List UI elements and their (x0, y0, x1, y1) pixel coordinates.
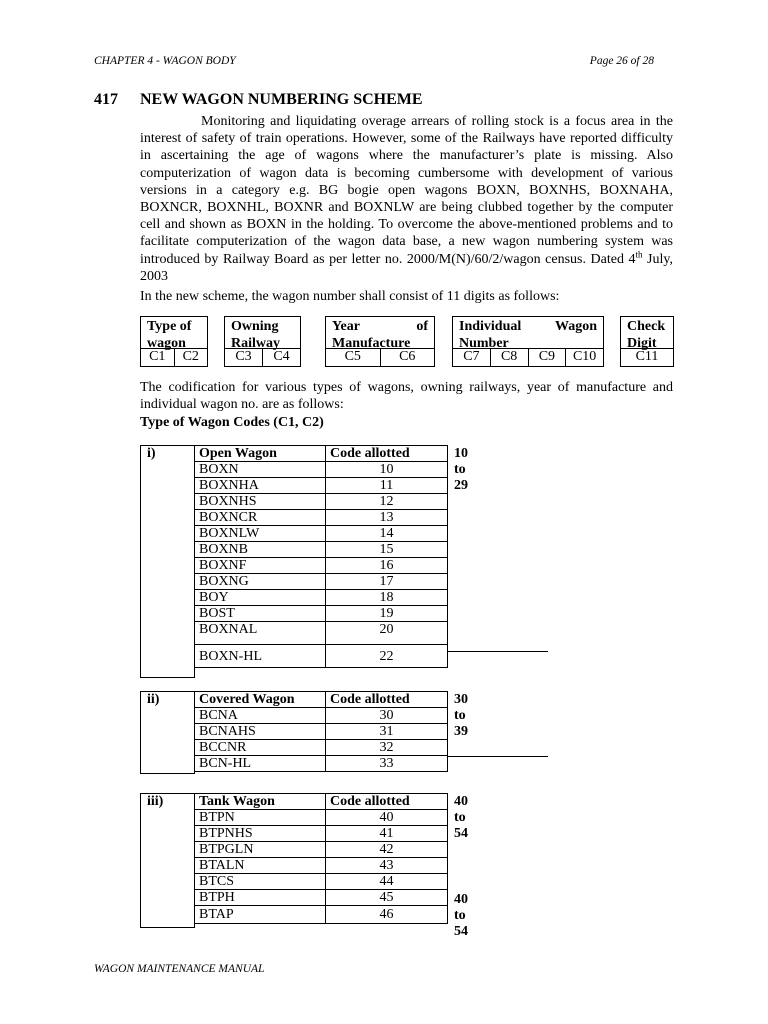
table-row (195, 558, 448, 574)
intro-text: Monitoring and liquidating overage arrears of rolling stock is a focus area in the interest of safety of train operations. However, some of the Railways have reported difficulty in ascertaining the age of wagons where the manufacturer’s plate is missing. Also computerization of wagon data is becoming cumbersome with development of various versions in a category e.g. BG bogie open wagons BOXN, BOXNHS, BOXNAHA, BOXNCR, BOXNHL, BOXNR and BOXNLW are being clubbed together by the computer cell and shown as BOXN in the holding. To overcome the above-mentioned problems and to facilitate computerization of the wagon data base, a new wagon numbering system was introduced by Railway Board as per letter no. 2000/M(N)/60/2/wagon census. Dated 4 (140, 114, 673, 267)
wagon-name: BOXNG (195, 574, 326, 590)
code-range: 40 to 54 (454, 794, 468, 841)
wagon-code: 10 (326, 462, 448, 478)
table-row (195, 724, 448, 740)
table-row (195, 826, 448, 842)
wagon-name: BOXNHS (195, 494, 326, 510)
digit-box-label: Railway (231, 336, 280, 351)
wagon-name: BOY (195, 590, 326, 606)
code-header: Code allotted (326, 794, 448, 810)
wagon-code: 19 (326, 606, 448, 622)
intro-superscript: th (635, 248, 643, 259)
wagon-code: 17 (326, 574, 448, 590)
digit-box-label: of (416, 319, 428, 334)
wagon-name: BCNA (195, 708, 326, 724)
wagon-code: 15 (326, 542, 448, 558)
running-header-chapter: CHAPTER 4 - WAGON BODY (94, 55, 236, 67)
digit-box-label: Manufacture (332, 336, 411, 351)
wagon-code: 13 (326, 510, 448, 526)
group-number: i) (140, 445, 195, 678)
table-row (195, 590, 448, 606)
wagon-name: BTPNHS (195, 826, 326, 842)
wagon-code: 40 (326, 810, 448, 826)
divider (448, 756, 548, 757)
wagon-name: BOXN-HL (195, 645, 326, 668)
intro-paragraph (140, 113, 673, 285)
table-row (195, 494, 448, 510)
wagon-name: BOXNB (195, 542, 326, 558)
wagon-code: 33 (326, 756, 448, 772)
running-footer: WAGON MAINTENANCE MANUAL (94, 963, 265, 975)
digit-code: C10 (565, 349, 603, 366)
section-number: 417 (94, 91, 118, 108)
digit-box-individual-wagon-number (452, 316, 604, 367)
table-row (195, 462, 448, 478)
code-range: 30 to 39 (454, 692, 468, 739)
digit-box-label: Check (627, 319, 666, 334)
table-row (195, 810, 448, 826)
code-range: 10 to 29 (454, 446, 468, 493)
scheme-text: In the new scheme, the wagon number shall consist of 11 digits as follows: (140, 289, 560, 304)
digit-code: C8 (490, 349, 528, 366)
table-row (195, 645, 448, 668)
wagon-code: 22 (326, 645, 448, 668)
table-row (195, 906, 448, 924)
covered-wagon-table (194, 691, 448, 772)
wagon-code: 42 (326, 842, 448, 858)
code-header: Code allotted (326, 692, 448, 708)
digit-box-year-of-manufacture (325, 316, 435, 367)
table-row (195, 478, 448, 494)
divider (448, 651, 548, 652)
wagon-code: 11 (326, 478, 448, 494)
type-codes-heading: Type of Wagon Codes (C1, C2) (140, 415, 324, 430)
digit-box-label: Year (332, 319, 360, 334)
section-heading (94, 91, 423, 109)
table-row (195, 542, 448, 558)
wagon-code: 14 (326, 526, 448, 542)
wagon-type-header: Open Wagon (195, 446, 326, 462)
wagon-name: BCCNR (195, 740, 326, 756)
wagon-code: 32 (326, 740, 448, 756)
table-row (195, 526, 448, 542)
wagon-code: 44 (326, 874, 448, 890)
wagon-code: 18 (326, 590, 448, 606)
digit-code: C9 (528, 349, 566, 366)
table-row (195, 890, 448, 906)
wagon-code: 43 (326, 858, 448, 874)
wagon-code: 31 (326, 724, 448, 740)
wagon-name: BTPH (195, 890, 326, 906)
wagon-code: 30 (326, 708, 448, 724)
wagon-code: 12 (326, 494, 448, 510)
codification-paragraph (140, 379, 673, 413)
wagon-code: 46 (326, 906, 448, 924)
group-number: ii) (140, 691, 195, 774)
codification-text: The codification for various types of wagons, owning railways, year of manufacture and individual wagon no. are as follows: (140, 380, 673, 413)
open-wagon-table (194, 445, 448, 668)
wagon-name: BTCS (195, 874, 326, 890)
wagon-name: BOXNHA (195, 478, 326, 494)
table-row (195, 874, 448, 890)
wagon-type-header: Tank Wagon (195, 794, 326, 810)
wagon-name: BOXNAL (195, 622, 326, 645)
wagon-name: BOXNF (195, 558, 326, 574)
wagon-name: BTAP (195, 906, 326, 924)
digit-box-check-digit (620, 316, 674, 367)
digit-code: C3 (235, 349, 252, 364)
table-row (195, 574, 448, 590)
table-header-row (195, 446, 448, 462)
digit-box-label: Number (459, 336, 509, 351)
table-row (195, 510, 448, 526)
wagon-code: 41 (326, 826, 448, 842)
wagon-name: BCN-HL (195, 756, 326, 772)
table-header-row (195, 692, 448, 708)
wagon-name: BOST (195, 606, 326, 622)
digit-code: C2 (174, 349, 208, 366)
intro-text-end: July, 2003 (140, 251, 673, 284)
table-row (195, 740, 448, 756)
wagon-type-header: Covered Wagon (195, 692, 326, 708)
code-header: Code allotted (326, 446, 448, 462)
digit-code: C11 (635, 349, 659, 364)
digit-code: C1 (149, 349, 166, 364)
digit-code: C7 (463, 349, 480, 364)
table-row (195, 842, 448, 858)
wagon-name: BCNAHS (195, 724, 326, 740)
wagon-name: BTPN (195, 810, 326, 826)
wagon-name: BTALN (195, 858, 326, 874)
wagon-name: BOXN (195, 462, 326, 478)
digit-box-label: Owning (231, 319, 279, 334)
digit-box-label: Individual (459, 319, 522, 334)
table-row (195, 622, 448, 645)
tank-wagon-table (194, 793, 448, 924)
table-row (195, 858, 448, 874)
scheme-paragraph (140, 288, 673, 305)
wagon-code: 16 (326, 558, 448, 574)
group-number: iii) (140, 793, 195, 928)
digit-box-label: Digit (627, 336, 657, 351)
digit-code: C6 (380, 349, 435, 366)
digit-code: C4 (262, 349, 300, 366)
table-row (195, 606, 448, 622)
running-header-page: Page 26 of 28 (589, 55, 654, 67)
digit-box-label: Type of (147, 319, 192, 334)
table-row (195, 708, 448, 724)
wagon-code: 45 (326, 890, 448, 906)
section-title: NEW WAGON NUMBERING SCHEME (140, 91, 423, 108)
wagon-name: BOXNLW (195, 526, 326, 542)
table-header-row (195, 794, 448, 810)
digit-box-wagon-type (140, 316, 208, 367)
digit-code: C5 (344, 349, 361, 364)
code-range: 40 to 54 (454, 892, 468, 939)
wagon-name: BTPGLN (195, 842, 326, 858)
wagon-name: BOXNCR (195, 510, 326, 526)
digit-box-label: Wagon (554, 319, 597, 334)
digit-box-label: wagon (147, 336, 186, 351)
wagon-code: 20 (326, 622, 448, 645)
table-row (195, 756, 448, 772)
digit-box-owning-railway (224, 316, 301, 367)
